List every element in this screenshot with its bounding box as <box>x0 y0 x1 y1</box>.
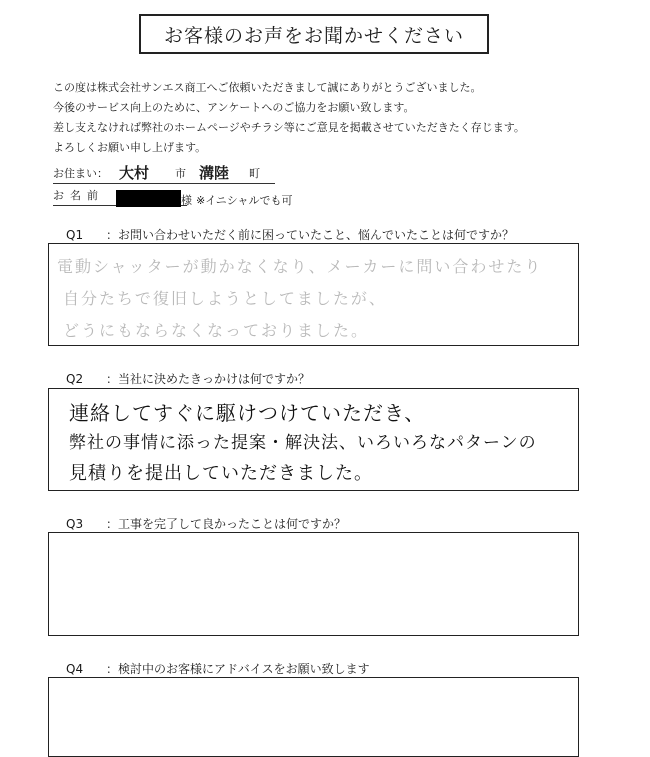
redacted-name <box>116 190 181 207</box>
answer-line: 自分たちで復旧しようとしてましたが、 <box>63 289 387 308</box>
question-number: Q1 <box>66 228 84 242</box>
intro-text <box>53 78 525 158</box>
question-number: Q3 <box>66 517 84 531</box>
intro-line: 今後のサービス向上のために、アンケートへのご協力をお願い致します。 <box>53 101 415 114</box>
answer-box-3 <box>48 532 579 636</box>
answer-line: 見積りを提出していただきました。 <box>69 463 373 484</box>
answer-line: 連絡してすぐに駆けつけていただき、 <box>69 401 426 425</box>
address-city-value: 大村 <box>119 164 150 182</box>
question-text: ：工事を完了して良かったことは何ですか？ <box>106 517 347 531</box>
question-2-label <box>66 370 310 387</box>
answer-line: 弊社の事情に添った提案・解決法、いろいろなパターンの <box>69 433 537 453</box>
answer-box-2 <box>48 388 579 491</box>
address-label: お住まい： <box>53 167 108 180</box>
intro-line: よろしくお願い申し上げます。 <box>53 141 207 154</box>
address-field <box>53 163 275 184</box>
question-text: ：検討中のお客様にアドバイスをお願い致します <box>106 662 370 676</box>
answer-box-4 <box>48 677 579 757</box>
intro-line: 差し支えなければ弊社のホームページやチラシ等にご意見を掲載させていただきたく存じます。 <box>53 121 525 134</box>
question-text: ：当社に決めたきっかけは何ですか？ <box>106 372 311 386</box>
address-city-suffix: 市 <box>175 167 186 180</box>
question-number: Q2 <box>66 372 84 386</box>
question-text: ：お問い合わせいただく前に困っていたこと、悩んでいたことは何ですか？ <box>106 228 515 242</box>
question-3-label <box>66 515 346 532</box>
answer-line: どうにもならなくなっておりました。 <box>63 321 370 340</box>
address-town-value: 溝陸 <box>199 164 230 182</box>
page-title: お客様のお声をお聞かせください <box>139 14 489 54</box>
initial-note: ※イニシャルでも可 <box>196 194 293 207</box>
question-1-label <box>66 226 514 243</box>
name-label: お名前 <box>53 189 104 202</box>
question-4-label <box>66 660 370 677</box>
name-suffix: 様 <box>181 194 192 207</box>
question-number: Q4 <box>66 662 84 676</box>
intro-line: この度は株式会社サンエス商工へご依頼いただきまして誠にありがとうございました。 <box>53 81 482 94</box>
answer-line: 電動シャッターが動かなくなり、メーカーに問い合わせたり <box>57 257 543 276</box>
address-town-suffix: 町 <box>249 167 260 180</box>
answer-box-1 <box>48 243 579 346</box>
